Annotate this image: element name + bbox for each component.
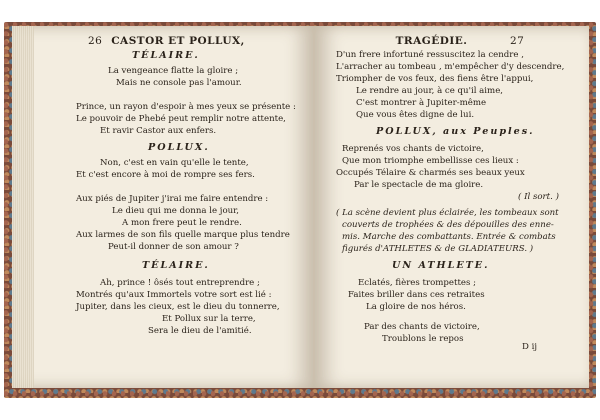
verse-line: La gloire de nos héros. <box>366 302 466 312</box>
verse-line: D'un frere infortuné ressuscitez la cendre , <box>336 50 524 60</box>
stage-direction: ( Il sort. ) <box>518 192 559 202</box>
left-head-title: CASTOR ET POLLUX, <box>111 35 245 47</box>
verse-line: Faites briller dans ces retraites <box>348 290 485 300</box>
verse-line: Sera le dieu de l'amitié. <box>148 326 252 336</box>
verse-line: La vengeance flatte la gloire ; <box>108 66 239 76</box>
verse-line: Reprenés vos chants de victoire, <box>342 144 484 154</box>
verse-line: Jupiter, dans les cieux, est le dieu du tonnerre, <box>76 302 280 312</box>
verse-line: Occupés Télaire & charmés ses beaux yeux <box>336 168 525 178</box>
left-page <box>12 26 314 388</box>
verse-line: Et c'est encore à moi de rompre ses fers. <box>76 170 255 180</box>
verse-line: Triompher de vos feux, des fiens être l'appui, <box>336 74 534 84</box>
speaker-pollux: POLLUX. <box>148 142 210 153</box>
verse-line: Prince, un rayon d'espoir à mes yeux se présente : <box>76 102 296 112</box>
left-page-number: 26 <box>88 35 103 47</box>
verse-line: Et ravir Castor aux enfers. <box>100 126 217 136</box>
signature-mark: D ij <box>522 342 538 352</box>
verse-line: C'est montrer à Jupiter-même <box>356 98 487 108</box>
verse-line: Le pouvoir de Phebé peut remplir notre attente, <box>76 114 286 124</box>
verse-line: Montrés qu'aux Immortels votre sort est lié : <box>76 290 272 300</box>
speaker-telaire: TÉLAIRE. <box>132 50 200 61</box>
left-running-head <box>12 35 314 51</box>
verse-line: Peut-il donner de son amour ? <box>108 242 239 252</box>
verse-line: Que vous êtes digne de lui. <box>356 110 475 120</box>
verse-line: Et Pollux sur la terre, <box>162 314 256 324</box>
stage-direction: couverts de trophées & des dépouilles des enne- <box>342 220 554 230</box>
right-head-title: TRAGÉDIE. <box>395 35 468 47</box>
verse-line: Aux larmes de son fils quelle marque plus tendre <box>76 230 290 240</box>
stage-direction: mis. Marche des combattants. Entrée & combats <box>342 232 556 242</box>
stage-direction: figurés d'ATHLETES & de GLADIATEURS. ) <box>342 244 534 254</box>
verse-line: Par des chants de victoire, <box>364 322 480 332</box>
speaker-athlete: UN ATHLETE. <box>392 260 490 271</box>
speaker-pollux: POLLUX, aux Peuples. <box>376 126 535 137</box>
verse-line: L'arracher au tombeau , m'empêcher d'y descendre, <box>336 62 565 72</box>
verse-line: Que mon triomphe embellisse ces lieux : <box>342 156 519 166</box>
stage-direction: ( La scène devient plus éclairée, les tombeaux sont <box>336 208 559 218</box>
verse-line: Aux piés de Jupiter j'irai me faire entendre : <box>76 194 269 204</box>
verse-line: Ah, prince ! ôsés tout entreprendre ; <box>100 278 260 288</box>
speaker-telaire: TÉLAIRE. <box>142 260 210 271</box>
verse-line: Troublons le repos <box>382 334 464 344</box>
verse-line: A mon frere peut le rendre. <box>122 218 242 228</box>
verse-line: Le rendre au jour, à ce qu'il aime, <box>356 86 504 96</box>
page-edges <box>12 26 34 388</box>
right-running-head <box>314 35 589 51</box>
verse-line: Non, c'est en vain qu'elle le tente, <box>100 158 249 168</box>
verse-line: Le dieu qui me donna le jour, <box>112 206 240 216</box>
right-page-number: 27 <box>510 35 525 47</box>
verse-line: Mais ne console pas l'amour. <box>116 78 242 88</box>
verse-line: Par le spectacle de ma gloire. <box>354 180 484 190</box>
verse-line: Eclatés, fières trompettes ; <box>358 278 477 288</box>
right-page <box>314 26 589 388</box>
